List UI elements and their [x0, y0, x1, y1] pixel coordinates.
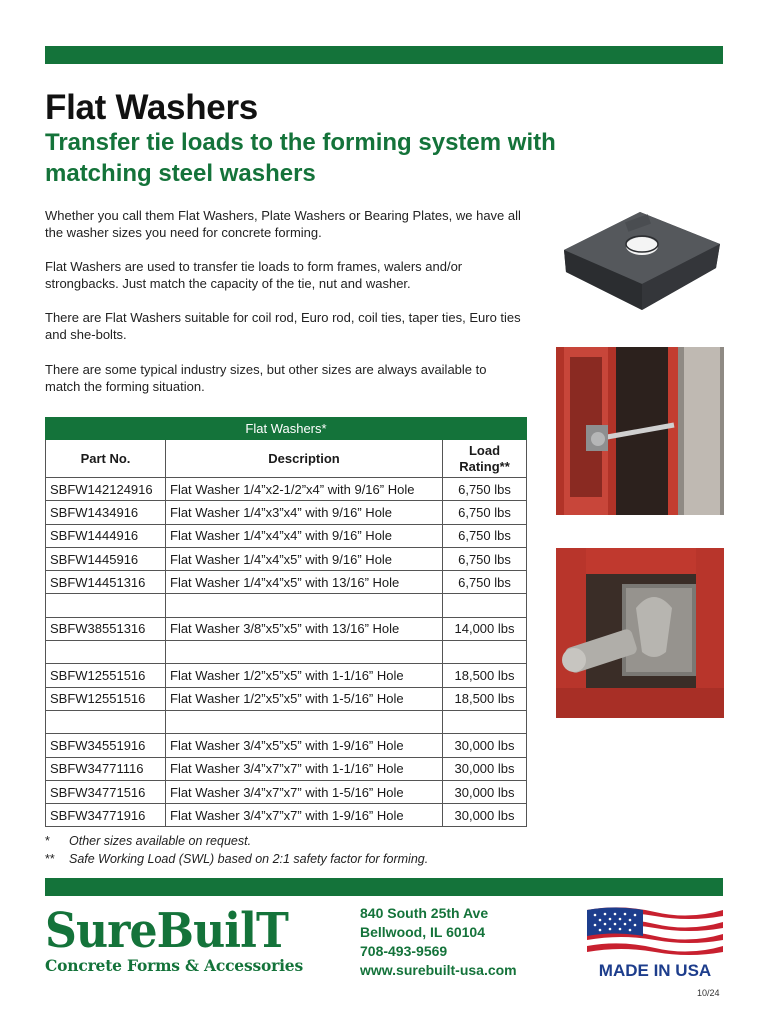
logo-wordmark: SureBuilT [45, 903, 288, 959]
part-number-cell: SBFW1445916 [45, 548, 165, 570]
description-cell: Flat Washer 3/4”x5”x5” with 1-9/16” Hole [165, 734, 442, 756]
table-title: Flat Washers* [45, 417, 527, 440]
load-rating-cell: 6,750 lbs [442, 525, 527, 547]
part-number-cell: SBFW34551916 [45, 734, 165, 756]
top-green-bar [45, 46, 723, 64]
description-cell: Flat Washer 3/4”x7”x7” with 1-9/16” Hole [165, 804, 442, 826]
footnote-swl [45, 852, 428, 866]
load-rating-cell [442, 594, 527, 616]
part-number-cell [45, 641, 165, 663]
contact-website[interactable]: www.surebuilt-usa.com [360, 962, 517, 978]
description-cell: Flat Washer 1/4”x4”x5” with 13/16” Hole [165, 571, 442, 593]
part-number-cell: SBFW34771516 [45, 781, 165, 803]
surebuilt-logo [45, 905, 320, 983]
load-header-line1: Load [468, 442, 501, 458]
load-rating-cell: 14,000 lbs [442, 618, 527, 640]
load-rating-cell: 30,000 lbs [442, 734, 527, 756]
table-row [45, 478, 527, 501]
load-rating-cell: 6,750 lbs [442, 501, 527, 523]
contact-address: 840 South 25th Ave [360, 905, 489, 921]
table-row [45, 758, 527, 781]
contact-phone[interactable]: 708-493-9569 [360, 943, 448, 959]
flat-washers-table [45, 417, 527, 827]
table-row [45, 664, 527, 687]
load-rating-cell: 6,750 lbs [442, 548, 527, 570]
table-row [45, 618, 527, 641]
description-cell: Flat Washer 1/4”x4”x4” with 9/16” Hole [165, 525, 442, 547]
sizes-paragraph: There are some typical industry sizes, but other sizes are always available to match the forming situation. [45, 362, 487, 394]
table-row [45, 781, 527, 804]
table-row [45, 688, 527, 711]
washer-product-photo [556, 198, 724, 336]
page-subtitle: Transfer tie loads to the forming system with matching steel washers [45, 129, 556, 187]
part-number-cell: SBFW12551516 [45, 664, 165, 686]
table-header-row [45, 440, 527, 478]
part-number-cell: SBFW1444916 [45, 525, 165, 547]
footnote-text: Other sizes available on request. [69, 834, 252, 848]
footnote-mark: ** [45, 852, 55, 866]
description-cell: Flat Washer 1/4”x2-1/2”x4” with 9/16” Hole [165, 478, 442, 500]
contact-city: Bellwood, IL 60104 [360, 924, 486, 940]
table-row [45, 548, 527, 571]
table-row [45, 641, 527, 664]
description-cell: Flat Washer 1/2”x5”x5” with 1-1/16” Hole [165, 664, 442, 686]
load-rating-cell: 30,000 lbs [442, 758, 527, 780]
part-number-cell: SBFW142124916 [45, 478, 165, 500]
load-rating-cell: 6,750 lbs [442, 478, 527, 500]
part-number-cell [45, 711, 165, 733]
description-cell: Flat Washer 3/4”x7”x7” with 1-1/16” Hole [165, 758, 442, 780]
load-rating-cell: 18,500 lbs [442, 664, 527, 686]
intro-paragraph: Whether you call them Flat Washers, Plate Washers or Bearing Plates, we have all the washer sizes you need for concrete forming. [45, 208, 521, 240]
made-in-usa-label: MADE IN USA [598, 961, 712, 980]
table-row [45, 501, 527, 524]
table-row [45, 711, 527, 734]
load-rating-cell: 30,000 lbs [442, 781, 527, 803]
footnote-mark: * [45, 834, 50, 848]
contact-block [360, 904, 517, 980]
part-number-cell: SBFW34771916 [45, 804, 165, 826]
table-row [45, 571, 527, 594]
column-header-description: Description [165, 440, 442, 477]
part-number-cell: SBFW12551516 [45, 688, 165, 710]
part-number-cell: SBFW34771116 [45, 758, 165, 780]
footnote-text: Safe Working Load (SWL) based on 2:1 safety factor for forming. [69, 852, 429, 866]
bottom-green-bar [45, 878, 723, 896]
description-cell [165, 594, 442, 616]
load-rating-cell: 18,500 lbs [442, 688, 527, 710]
description-cell: Flat Washer 3/4”x7”x7” with 1-5/16” Hole [165, 781, 442, 803]
load-rating-cell: 30,000 lbs [442, 804, 527, 826]
logo-tagline: Concrete Forms & Accessories [45, 956, 303, 975]
table-row [45, 594, 527, 617]
load-rating-cell [442, 641, 527, 663]
description-cell: Flat Washer 3/8”x5”x5” with 13/16” Hole [165, 618, 442, 640]
description-cell: Flat Washer 1/2”x5”x5” with 1-5/16” Hole [165, 688, 442, 710]
form-tie-photo-1 [556, 347, 724, 515]
description-cell: Flat Washer 1/4”x4”x5” with 9/16” Hole [165, 548, 442, 570]
load-rating-cell [442, 711, 527, 733]
part-number-cell [45, 594, 165, 616]
description-cell: Flat Washer 1/4”x3”x4” with 9/16” Hole [165, 501, 442, 523]
column-header-load [442, 440, 527, 477]
table-row [45, 734, 527, 757]
load-header-line2: Rating** [459, 458, 510, 474]
date-code: 10/24 [697, 988, 720, 998]
footnote-other-sizes [45, 834, 251, 848]
description-cell [165, 641, 442, 663]
usage-paragraph: Flat Washers are used to transfer tie loads to form frames, walers and/or strongbacks. Just match the capacity of the tie, nut and washer. [45, 259, 463, 291]
table-row [45, 525, 527, 548]
page-title: Flat Washers [45, 88, 258, 127]
column-header-part: Part No. [45, 440, 165, 477]
description-cell [165, 711, 442, 733]
compatibility-paragraph: There are Flat Washers suitable for coil rod, Euro rod, coil ties, taper ties, Euro ties and she-bolts. [45, 310, 521, 342]
form-tie-photo-2 [556, 548, 724, 718]
part-number-cell: SBFW38551316 [45, 618, 165, 640]
table-row [45, 804, 527, 827]
table-body [45, 478, 527, 827]
part-number-cell: SBFW14451316 [45, 571, 165, 593]
load-rating-cell: 6,750 lbs [442, 571, 527, 593]
part-number-cell: SBFW1434916 [45, 501, 165, 523]
